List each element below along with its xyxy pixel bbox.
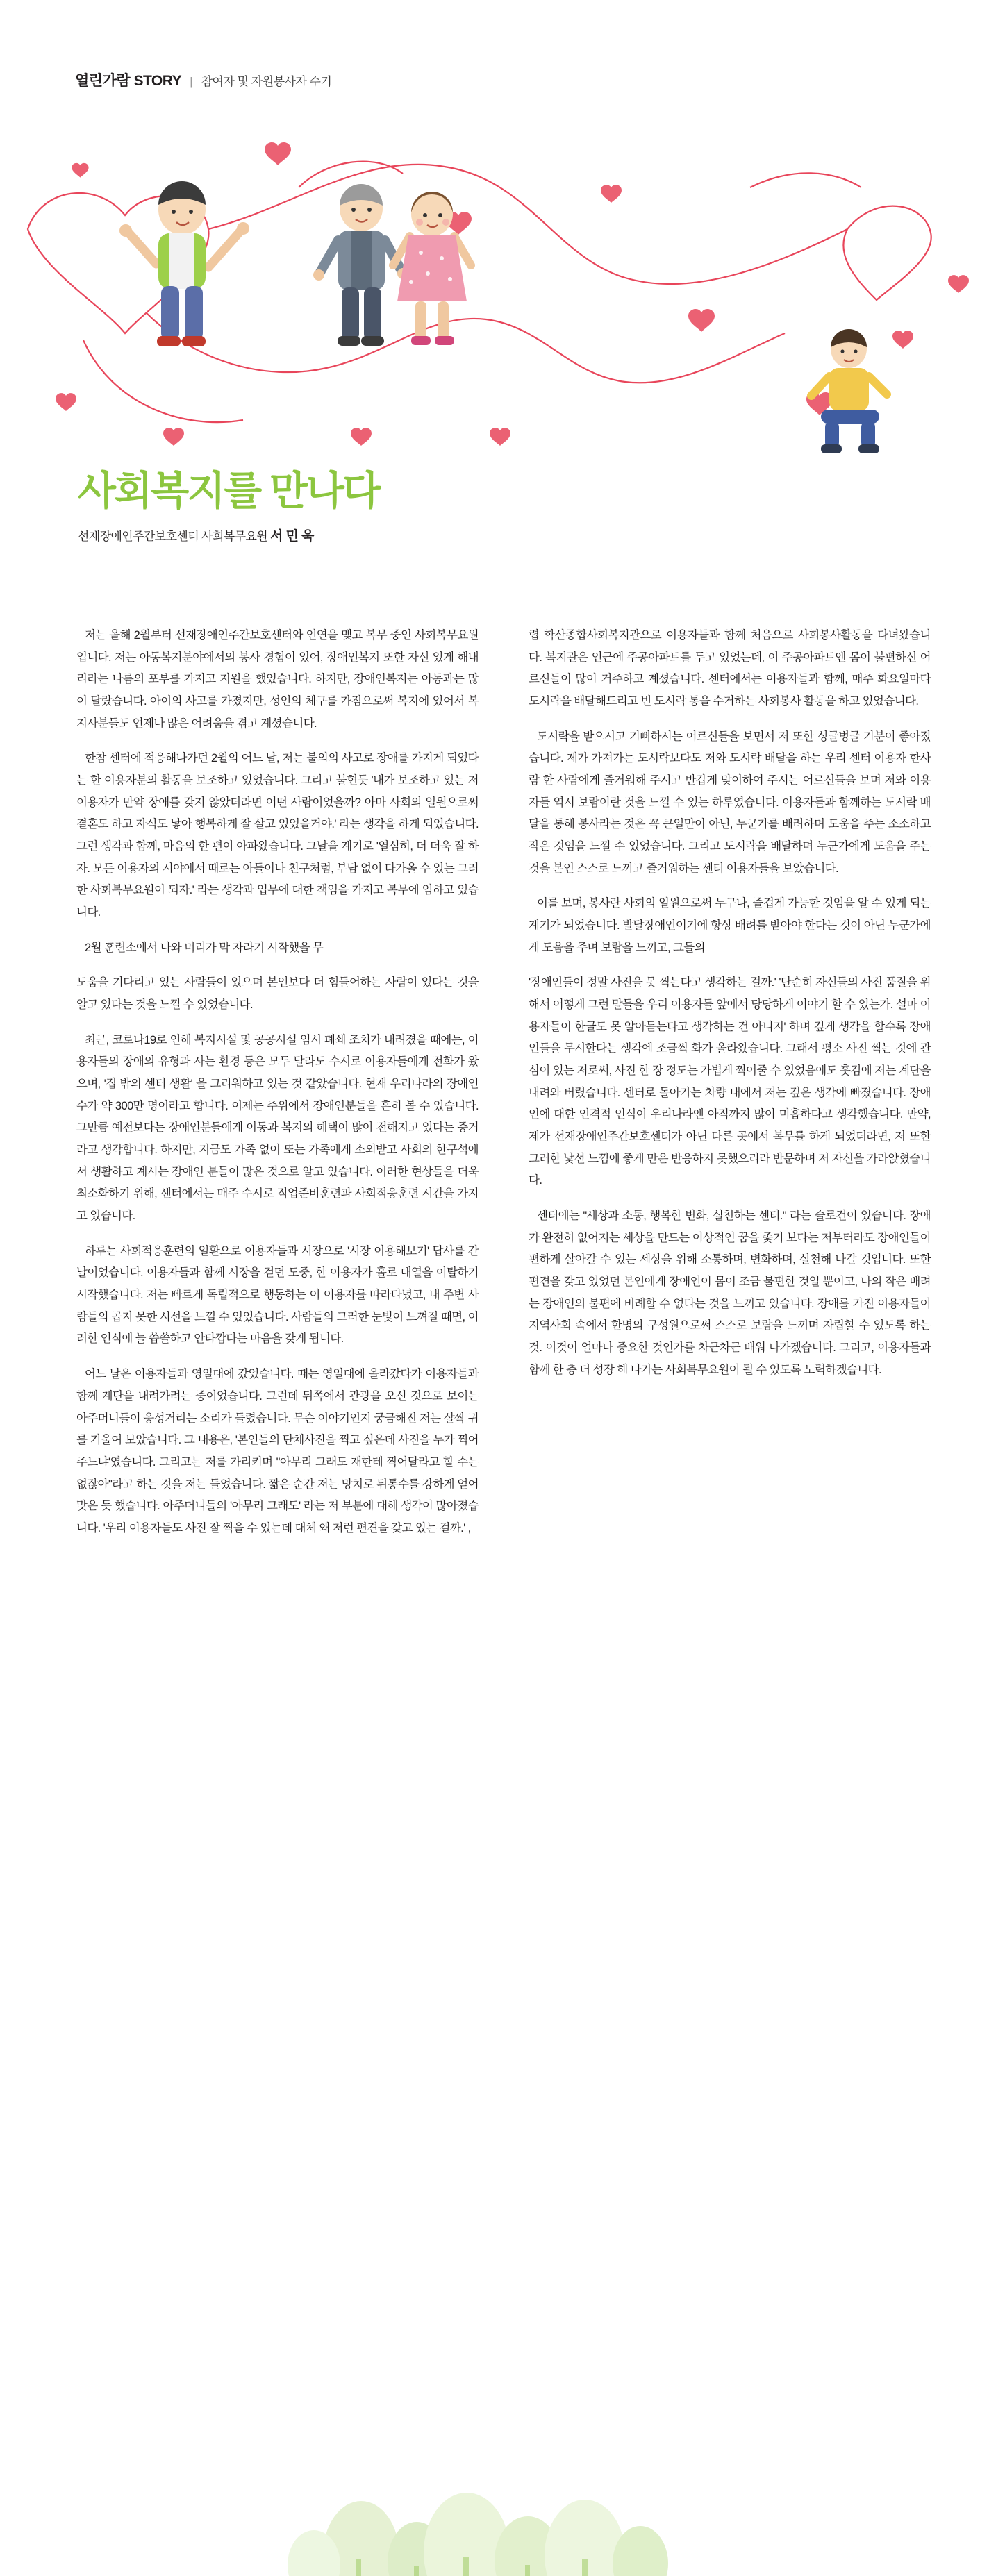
byline-author: 서 민 욱: [270, 528, 314, 544]
people-with-hearts-illustration: [0, 104, 1005, 493]
paragraph: 이를 보며, 봉사란 사회의 일원으로써 누구나, 즐겁게 가능한 것임을 알 수 있게 되는 계기가 되었습니다. 발달장애인이기에 항상 배려를 받아야 한다는 것이 아닌 누군가에게 도움을 주며 보람을 느끼고, 그들의: [529, 897, 931, 954]
byline-affiliation: 선재장애인주간보호센터 사회복무요원: [78, 529, 268, 543]
person-sitting-right: [811, 329, 887, 453]
article-body: [76, 625, 931, 1553]
paragraph: 어느 날은 이용자들과 영일대에 갔었습니다. 때는 영일대에 올라갔다가 이용자들과 함께 계단을 내려가려는 중이었습니다. 그런데 뒤쪽에서 관광을 오신 것으로 보이는 아주머니들이 웅성거리는 소리가 들렸습니다. 무슨 이야기인지 궁금해진 저는 살짝 귀를 기울여 보았습니다. 그 내용은, '본인들의 단체사진을 찍고 싶은데 사진을 누가 찍어주느냐'였습니다. 그리고는 저를 가리키며 "아무리 그래도 재한테 찍어달라고 할 수는 없잖아"라고 하는 것을 저는 들었습니다. 짧은 순간 저는 망치로 뒤통수를 강하게 얻어맞은 듯 했습니다. 아주머니들의 '아무리 그래도' 라는 저 부분에 대해 생각이 많아졌습니다. '우리 이용자들도 사진 잘 찍을 수 있는데 대체 왜 저런 편견을 갖고 있는 걸까.' ,: [76, 1368, 479, 1534]
byline: [78, 526, 911, 544]
page-title: 사회복지를 만나다: [78, 469, 379, 513]
paragraph: '장애인들이 정말 사진을 못 찍는다고 생각하는 걸까.' '단순히 자신들의 사진 품질을 위해서 어떻게 그런 말들을 우리 이용자들 앞에서 당당하게 이야기 할 수 있는가. 설마 이용자들이 한글도 못 알아듣는다고 생각하는 건 아니지' 하며 깊게 생각을 할수록 장애인들을 무시한다는 생각에 조금씩 화가 올라왔습니다. 그래서 평소 사진 찍는 것에 관심이 있는 저로써, 사진 한 장 정도는 가볍게 찍어줄 수 있었음에도 훗김에 저는 계단을 내려와 버렸습니다. 센터로 돌아가는 차량 내에서 저는 깊은 생각에 빠졌습니다. 장애인에 대한 인격적 인식이 우리나라엔 아직까지 많이 미흡하다고 생각했습니다. 만약, 제가 선재장애인주간보호센터가 아닌 다른 곳에서 복무를 하게 되었더라면, 저 또한 그러한 낯선 느낌에 좋게 만은 반응하지 못했으리라 반문하며 저 자신을 가라앉혔습니다.: [529, 976, 931, 1187]
paragraph: 도움을 기다리고 있는 사람들이 있으며 본인보다 더 힘들어하는 사람이 있다는 것을 알고 있다는 것을 느낄 수 있었습니다.: [76, 976, 479, 1012]
person-waving-left: [119, 181, 249, 346]
paragraph: 센터에는 "세상과 소통, 행복한 변화, 실천하는 센터." 라는 슬로건이 있습니다. 장애가 완전히 없어지는 세상을 만드는 이상적인 꿈을 좇기 보다는 저부터라도 장애인들이 편하게 살아갈 수 있는 세상을 위해 소통하며, 변화하며, 실천해 나갈 것입니다. 또한 편견을 갖고 있었던 본인에게 장애인이 몸이 조금 불편한 것일 뿐이고, 나의 작은 배려는 장애인의 불편에 비례할 수 없다는 것을 느끼고 있습니다. 장애를 가진 이용자들이 지역사회 속에서 한명의 구성원으로써 스스로 보람을 느끼며 자립할 수 있도록 하는 것. 이것이 얼마나 중요한 것인가를 차근차근 배워 나가겠습니다. 그리고, 이용자들과 함께 한 층 더 성장 해 나가는 사회복무요원이 될 수 있도록 노력하겠습니다.: [529, 1210, 931, 1376]
header-divider: |: [190, 75, 193, 88]
paragraph: 도시락을 받으시고 기뻐하시는 어르신들을 보면서 저 또한 싱글벙글 기분이 좋아졌습니다. 제가 가져가는 도시락보다도 저와 도시락 배달을 하는 우리 센터 이용자 한사람 한 사람에게 즐거워해 주시고 반갑게 맞이하여 주시는 어르신들을 보며 저와 이용자들 역시 보람이란 것을 느낄 수 있는 하루였습니다. 이용자들과 함께하는 도시락 배달을 통해 봉사라는 것은 꼭 큰일만이 아닌, 누군가를 배려하며 도움을 주는 소소하고 작은 것임을 느낄 수 있었습니다. 그리고 도시락을 배달하며 누군가에게 도움을 주는 것을 본인 스스로 느끼고 즐거워하는 센터 이용자들을 보았습니다.: [529, 730, 931, 875]
paragraph: 하루는 사회적응훈련의 일환으로 이용자들과 시장으로 '시장 이용해보기' 답사를 간 날이었습니다. 이용자들과 함께 시장을 걷던 도중, 한 이용자가 홀로 대열을 이탈하기 시작했습니다. 저는 빠르게 독립적으로 행동하는 이 이용자를 따라다녔고, 내 주변 사람들의 곱지 못한 시선을 느낄 수 있었습니다. 사람들의 그러한 눈빛이 느껴질 때면, 이러한 인식에 늘 씁쓸하고 안타깝다는 마음을 갖게 됩니다.: [76, 1244, 479, 1346]
magazine-brand: 열린가람 STORY: [75, 73, 182, 89]
title-block: [78, 469, 911, 544]
paragraph: 최근, 코로나19로 인해 복지시설 및 공공시설 임시 폐쇄 조치가 내려졌을 때에는, 이용자들의 장애의 유형과 사는 환경 등은 모두 달라도 수시로 이용자들에게 전화가 왔으며, '집 밖의 센터 생활' 을 그리워하고 있는 것 같았습니다. 현재 우리나라의 장애인 수가 약 300만 명이라고 합니다. 이제는 주위에서 장애인분들을 흔히 볼 수 있습니다. 그만큼 예전보다는 장애인분들에게 이동과 복지의 혜택이 많이 전해지고 있다는 증거라고 생각합니다. 하지만, 지금도 가족 없이 또는 가족에게 소외받고 사회의 한구석에서 생활하고 계시는 장애인 분들이 많은 것으로 알고 있습니다. 이러한 현상들을 더욱 최소화하기 위해, 센터에서는 매주 수시로 직업준비훈련과 사회적응훈련 시간을 가지고 있습니다.: [76, 1033, 479, 1223]
page-header: [75, 69, 331, 90]
paragraph: 한참 센터에 적응해나가던 2월의 어느 날, 저는 불의의 사고로 장애를 가지게 되었다는 한 이용자분의 활동을 보조하고 있었습니다. 그리고 불현듯 '내가 보조하고 있는 저 이용자가 만약 장애를 갖지 않았더라면 어떤 사람이었을까? 아마 사회의 일원으로써 결혼도 하고 자식도 낳아 행복하게 잘 살고 있었을거야.' 라는 생각을 하게 되었습니다. 그런 생각과 함께, 마음의 한 편이 아파왔습니다. 그날을 계기로 '열심히, 더 더욱 잘 하자. 모든 이용자의 시야에서 때로는 아들이나 친구처럼, 부담 없이 다가올 수 있는 그러한 사회복무요원이 되자.' 라는 생각과 업무에 대한 책임을 가지고 복무에 임하고 있습니다.: [76, 752, 479, 919]
header-subtitle: 참여자 및 자원봉사자 수기: [201, 75, 332, 88]
paragraph: 2월 훈련소에서 나와 머리가 막 자라기 시작했을 무: [85, 941, 324, 954]
left-column: [76, 625, 479, 1553]
tree-decoration: [0, 2423, 1005, 2576]
paragraph: 렵 학산종합사회복지관으로 이용자들과 함께 처음으로 사회봉사활동을 다녀왔습니다. 복지관은 인근에 주공아파트를 두고 있었는데, 이 주공아파트엔 몸이 불편하신 어르신들이 많이 거주하고 계셨습니다. 센터에서는 이용자들과 함께, 매주 화요일마다 도시락을 배달해드리고 빈 도시락 통을 수거하는 사회봉사 활동을 하고 있었습니다.: [529, 629, 931, 708]
paragraph: 저는 올해 2월부터 선재장애인주간보호센터와 인연을 맺고 복무 중인 사회복무요원입니다. 저는 아동복지분야에서의 봉사 경험이 있어, 장애인복지 또한 자신 있게 해내리라는 나름의 포부를 가지고 지원을 했었습니다. 하지만, 장애인복지는 아동과는 많이 달랐습니다. 아이의 사고를 가졌지만, 성인의 체구를 가짐으로써 복지에 있어서 복지사분들도 언제나 많은 어려움을 겪고 계셨습니다.: [76, 629, 479, 730]
right-column: [529, 625, 931, 1553]
